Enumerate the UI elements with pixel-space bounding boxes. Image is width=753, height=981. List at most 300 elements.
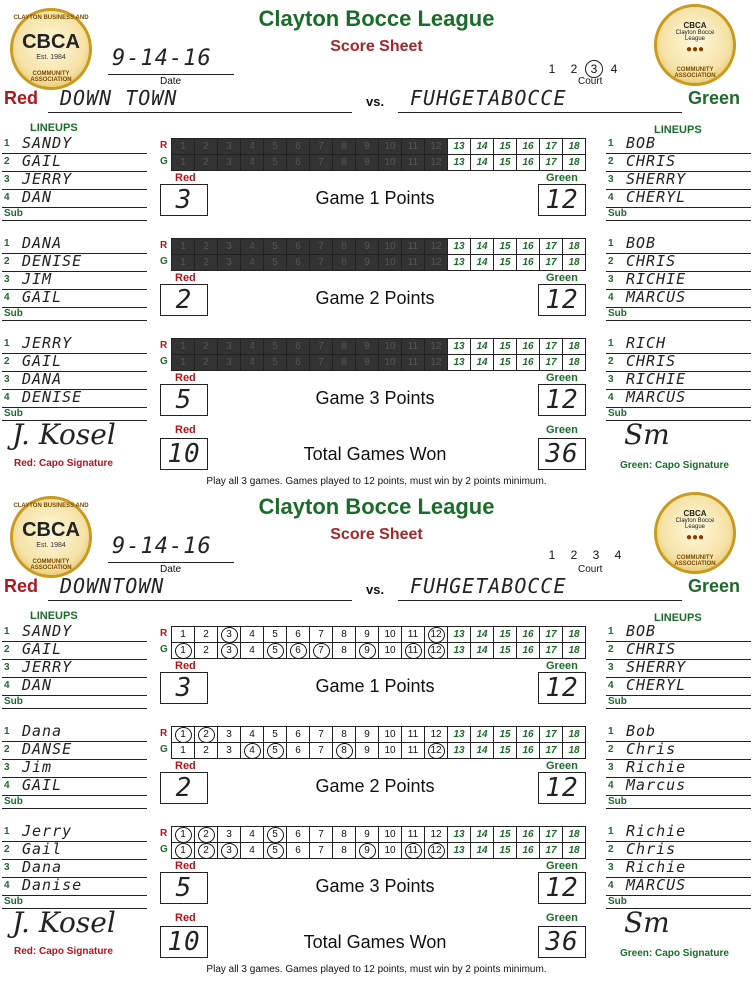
point-cell[interactable]: 12 — [424, 354, 448, 371]
point-cell[interactable]: 18 — [562, 338, 586, 355]
point-cell[interactable]: 9 — [355, 826, 379, 843]
point-cell[interactable]: 1 — [171, 254, 195, 271]
point-cell[interactable]: 7 — [309, 826, 333, 843]
red-capo-signature[interactable]: J. Kosel — [12, 906, 116, 939]
point-cell[interactable]: 6 — [286, 826, 310, 843]
green-player-name[interactable]: BOB — [626, 234, 657, 252]
point-cell[interactable]: 9 — [355, 238, 379, 255]
point-cell[interactable]: 3 — [217, 726, 241, 743]
green-player-name[interactable]: MARCUS — [626, 388, 687, 406]
green-player-name[interactable]: Chris — [626, 840, 677, 858]
point-cell[interactable]: 12 — [424, 254, 448, 271]
green-game-score[interactable]: 12 — [538, 184, 586, 216]
green-game-score[interactable]: 12 — [538, 284, 586, 316]
green-player-name[interactable]: RICHIE — [626, 270, 687, 288]
red-player-name[interactable]: Jerry — [22, 822, 73, 840]
point-cell[interactable]: 8 — [332, 742, 356, 759]
red-player-name[interactable]: JERRY — [22, 658, 73, 676]
point-cell[interactable]: 10 — [378, 238, 402, 255]
point-cell[interactable]: 6 — [286, 726, 310, 743]
red-player-name[interactable]: DENISE — [22, 252, 83, 270]
point-cell[interactable]: 3 — [217, 138, 241, 155]
point-cell[interactable]: 8 — [332, 338, 356, 355]
point-cell[interactable]: 12 — [424, 642, 448, 659]
point-cell[interactable]: 10 — [378, 842, 402, 859]
point-cell[interactable]: 12 — [424, 726, 448, 743]
green-player-name[interactable]: CHRIS — [626, 352, 677, 370]
point-cell[interactable]: 7 — [309, 742, 333, 759]
point-cell[interactable]: 8 — [332, 238, 356, 255]
point-cell[interactable]: 4 — [240, 642, 264, 659]
point-cell[interactable]: 4 — [240, 138, 264, 155]
point-cell[interactable]: 5 — [263, 338, 287, 355]
red-game-score[interactable]: 2 — [160, 284, 208, 316]
point-cell[interactable]: 6 — [286, 354, 310, 371]
red-player-name[interactable]: JERRY — [22, 170, 73, 188]
point-cell[interactable]: 4 — [240, 626, 264, 643]
point-cell[interactable]: 3 — [217, 354, 241, 371]
point-cell[interactable]: 2 — [194, 238, 218, 255]
game-points-label: Game 3 Points — [315, 388, 435, 408]
point-cell[interactable]: 6 — [286, 238, 310, 255]
point-cell[interactable]: 7 — [309, 626, 333, 643]
point-cell[interactable]: 3 — [217, 238, 241, 255]
green-player-name[interactable]: CHRIS — [626, 640, 677, 658]
point-cell[interactable]: 15 — [493, 842, 517, 859]
green-total-box[interactable]: 36 — [538, 926, 586, 958]
point-cell[interactable]: 12 — [424, 626, 448, 643]
point-cell[interactable]: 13 — [447, 626, 471, 643]
court-selector[interactable] — [541, 548, 629, 562]
point-cell[interactable]: 9 — [355, 354, 379, 371]
red-player-name[interactable]: GAIL — [22, 152, 63, 170]
point-cell[interactable]: 15 — [493, 138, 517, 155]
red-game-score[interactable]: 3 — [160, 672, 208, 704]
red-player-name[interactable]: GAIL — [22, 352, 63, 370]
point-cell[interactable]: 8 — [332, 154, 356, 171]
point-cell[interactable]: 14 — [470, 642, 494, 659]
point-cell[interactable]: 2 — [194, 842, 218, 859]
point-cell[interactable]: 4 — [240, 826, 264, 843]
point-cell[interactable]: 16 — [516, 726, 540, 743]
point-cell[interactable]: 7 — [309, 842, 333, 859]
point-cell[interactable]: 2 — [194, 742, 218, 759]
point-cell[interactable]: 16 — [516, 238, 540, 255]
point-cell[interactable]: 13 — [447, 726, 471, 743]
court-option-2[interactable]: 2 — [570, 548, 578, 562]
point-cell[interactable]: 6 — [286, 842, 310, 859]
point-cell[interactable]: 9 — [355, 154, 379, 171]
point-cell[interactable]: 3 — [217, 642, 241, 659]
red-game-score[interactable]: 2 — [160, 772, 208, 804]
point-cell[interactable]: 11 — [401, 154, 425, 171]
point-cell[interactable]: 11 — [401, 354, 425, 371]
point-cell[interactable]: 1 — [171, 338, 195, 355]
point-cell[interactable]: 3 — [217, 826, 241, 843]
point-cell[interactable]: 11 — [401, 338, 425, 355]
point-cell[interactable]: 1 — [171, 138, 195, 155]
point-cell[interactable]: 10 — [378, 338, 402, 355]
point-cell[interactable]: 5 — [263, 138, 287, 155]
green-player-name[interactable]: Chris — [626, 740, 677, 758]
red-player-name[interactable]: GAIL — [22, 288, 63, 306]
point-cell[interactable]: 15 — [493, 626, 517, 643]
point-cell[interactable]: 4 — [240, 354, 264, 371]
point-cell[interactable]: 5 — [263, 154, 287, 171]
point-cell[interactable]: 3 — [217, 742, 241, 759]
point-cell[interactable]: 11 — [401, 238, 425, 255]
point-cell[interactable]: 9 — [355, 742, 379, 759]
point-cell[interactable]: 11 — [401, 842, 425, 859]
point-cell[interactable]: 17 — [539, 726, 563, 743]
red-player-name[interactable]: Gail — [22, 840, 63, 858]
red-player-name[interactable]: JERRY — [22, 334, 73, 352]
point-cell[interactable]: 13 — [447, 354, 471, 371]
green-capo-signature[interactable]: Sm — [624, 418, 670, 451]
red-player-name[interactable]: JIM — [22, 270, 53, 288]
point-cell[interactable]: 16 — [516, 338, 540, 355]
point-cell[interactable]: 16 — [516, 842, 540, 859]
point-cell[interactable]: 7 — [309, 726, 333, 743]
red-player-name[interactable]: DANSE — [22, 740, 73, 758]
green-player-name[interactable]: Richie — [626, 858, 687, 876]
green-game-score[interactable]: 12 — [538, 384, 586, 416]
green-player-name[interactable]: BOB — [626, 134, 657, 152]
point-cell[interactable]: 16 — [516, 354, 540, 371]
point-cell[interactable]: 13 — [447, 254, 471, 271]
point-cell[interactable]: 5 — [263, 726, 287, 743]
point-cell[interactable]: 3 — [217, 626, 241, 643]
point-cell[interactable]: 6 — [286, 154, 310, 171]
point-cell[interactable]: 16 — [516, 154, 540, 171]
point-cell[interactable]: 8 — [332, 354, 356, 371]
point-cell[interactable]: 13 — [447, 338, 471, 355]
green-player-name[interactable]: CHERYL — [626, 676, 687, 694]
point-cell[interactable]: 17 — [539, 238, 563, 255]
point-cell[interactable]: 11 — [401, 626, 425, 643]
point-cell[interactable]: 2 — [194, 254, 218, 271]
point-cell[interactable]: 10 — [378, 742, 402, 759]
point-cell[interactable]: 1 — [171, 826, 195, 843]
point-cell[interactable]: 10 — [378, 254, 402, 271]
point-cell[interactable]: 9 — [355, 642, 379, 659]
point-cell[interactable]: 9 — [355, 254, 379, 271]
green-total-box[interactable]: 36 — [538, 438, 586, 470]
point-cell[interactable]: 10 — [378, 154, 402, 171]
point-cell[interactable]: 1 — [171, 742, 195, 759]
point-cell[interactable]: 14 — [470, 726, 494, 743]
point-cell[interactable]: 2 — [194, 354, 218, 371]
point-cell[interactable]: 15 — [493, 338, 517, 355]
court-option-1[interactable]: 1 — [548, 62, 556, 76]
point-cell[interactable]: 18 — [562, 238, 586, 255]
point-cell[interactable]: 18 — [562, 138, 586, 155]
court-option-1[interactable]: 1 — [548, 548, 556, 562]
point-cell[interactable]: 1 — [171, 354, 195, 371]
point-cell[interactable]: 11 — [401, 254, 425, 271]
red-player-name[interactable]: DAN — [22, 188, 53, 206]
point-cell[interactable]: 18 — [562, 626, 586, 643]
point-cell[interactable]: 5 — [263, 254, 287, 271]
point-cell[interactable]: 1 — [171, 626, 195, 643]
point-cell[interactable]: 7 — [309, 338, 333, 355]
point-cell[interactable]: 15 — [493, 354, 517, 371]
point-cell[interactable]: 5 — [263, 826, 287, 843]
green-player-name[interactable]: Bob — [626, 722, 657, 740]
point-cell[interactable]: 15 — [493, 742, 517, 759]
point-cell[interactable]: 14 — [470, 842, 494, 859]
green-player-name[interactable]: SHERRY — [626, 170, 687, 188]
point-cell[interactable]: 10 — [378, 354, 402, 371]
point-cell[interactable]: 12 — [424, 742, 448, 759]
court-option-3[interactable]: 3 — [592, 548, 600, 562]
point-cell[interactable]: 12 — [424, 154, 448, 171]
green-player-name[interactable]: RICHIE — [626, 370, 687, 388]
point-cell[interactable]: 11 — [401, 726, 425, 743]
point-cell[interactable]: 2 — [194, 642, 218, 659]
point-cell[interactable]: 8 — [332, 842, 356, 859]
green-capo-signature[interactable]: Sm — [624, 906, 670, 939]
point-cell[interactable]: 8 — [332, 626, 356, 643]
point-cell[interactable]: 13 — [447, 642, 471, 659]
point-cell[interactable]: 15 — [493, 642, 517, 659]
red-player-name[interactable]: Dana — [22, 722, 63, 740]
point-cell[interactable]: 4 — [240, 254, 264, 271]
point-cell[interactable]: 16 — [516, 254, 540, 271]
red-team-name[interactable]: DOWNTOWN — [60, 574, 165, 598]
point-cell[interactable]: 1 — [171, 726, 195, 743]
point-cell[interactable]: 5 — [263, 238, 287, 255]
point-cell[interactable]: 13 — [447, 154, 471, 171]
green-player-name[interactable]: SHERRY — [626, 658, 687, 676]
point-cell[interactable]: 17 — [539, 354, 563, 371]
green-player-name[interactable]: CHRIS — [626, 252, 677, 270]
point-cell[interactable]: 14 — [470, 154, 494, 171]
green-player-name[interactable]: Richie — [626, 822, 687, 840]
point-cell[interactable]: 12 — [424, 842, 448, 859]
point-cell[interactable]: 6 — [286, 338, 310, 355]
red-player-name[interactable]: DANA — [22, 370, 63, 388]
point-cell[interactable]: 16 — [516, 742, 540, 759]
red-total-box[interactable]: 10 — [160, 926, 208, 958]
point-cell[interactable]: 13 — [447, 138, 471, 155]
point-cell[interactable]: 8 — [332, 254, 356, 271]
point-cell[interactable]: 5 — [263, 626, 287, 643]
point-cell[interactable]: 1 — [171, 842, 195, 859]
point-cell[interactable]: 16 — [516, 138, 540, 155]
red-player-name[interactable]: Danise — [22, 876, 83, 894]
point-cell[interactable]: 14 — [470, 254, 494, 271]
green-player-name[interactable]: MARCUS — [626, 876, 687, 894]
point-cell[interactable]: 13 — [447, 238, 471, 255]
red-player-name[interactable]: DAN — [22, 676, 53, 694]
point-cell[interactable]: 11 — [401, 826, 425, 843]
point-cell[interactable]: 9 — [355, 138, 379, 155]
point-cell[interactable]: 1 — [171, 154, 195, 171]
point-cell[interactable]: 17 — [539, 154, 563, 171]
point-cell[interactable]: 14 — [470, 338, 494, 355]
point-cell[interactable]: 3 — [217, 154, 241, 171]
red-team-name[interactable]: DOWN TOWN — [60, 86, 178, 110]
point-cell[interactable]: 14 — [470, 626, 494, 643]
point-cell[interactable]: 4 — [240, 238, 264, 255]
point-cell[interactable]: 15 — [493, 826, 517, 843]
point-cell[interactable]: 17 — [539, 338, 563, 355]
point-cell[interactable]: 6 — [286, 138, 310, 155]
point-cell[interactable]: 13 — [447, 826, 471, 843]
point-cell[interactable]: 9 — [355, 338, 379, 355]
point-cell[interactable]: 18 — [562, 154, 586, 171]
point-cell[interactable]: 17 — [539, 254, 563, 271]
point-cell[interactable]: 14 — [470, 138, 494, 155]
point-cell[interactable]: 18 — [562, 726, 586, 743]
point-cell[interactable]: 6 — [286, 626, 310, 643]
point-cell[interactable]: 7 — [309, 238, 333, 255]
point-cell[interactable]: 5 — [263, 354, 287, 371]
green-player-name[interactable]: BOB — [626, 622, 657, 640]
red-player-name[interactable]: DANA — [22, 234, 63, 252]
court-option-4[interactable]: 4 — [614, 548, 622, 562]
point-cell[interactable]: 6 — [286, 642, 310, 659]
point-cell[interactable]: 2 — [194, 138, 218, 155]
point-cell[interactable]: 7 — [309, 354, 333, 371]
point-cell[interactable]: 18 — [562, 642, 586, 659]
point-cell[interactable]: 2 — [194, 154, 218, 171]
point-cell[interactable]: 18 — [562, 254, 586, 271]
red-player-name[interactable]: SANDY — [22, 134, 73, 152]
point-cell[interactable]: 2 — [194, 826, 218, 843]
point-cell[interactable]: 16 — [516, 626, 540, 643]
point-cell[interactable]: 3 — [217, 254, 241, 271]
point-cell[interactable]: 2 — [194, 626, 218, 643]
red-player-name[interactable]: GAIL — [22, 776, 63, 794]
point-cell[interactable]: 11 — [401, 642, 425, 659]
court-option-3[interactable]: 3 — [585, 60, 603, 78]
point-cell[interactable]: 18 — [562, 826, 586, 843]
point-cell[interactable]: 2 — [194, 338, 218, 355]
point-cell[interactable]: 14 — [470, 742, 494, 759]
red-capo-signature[interactable]: J. Kosel — [12, 418, 116, 451]
red-game-score[interactable]: 5 — [160, 872, 208, 904]
green-player-name[interactable]: Marcus — [626, 776, 687, 794]
point-cell[interactable]: 11 — [401, 742, 425, 759]
point-cell[interactable]: 9 — [355, 726, 379, 743]
point-cell[interactable]: 15 — [493, 238, 517, 255]
point-cell[interactable]: 3 — [217, 338, 241, 355]
point-cell[interactable]: 8 — [332, 138, 356, 155]
point-cell[interactable]: 4 — [240, 154, 264, 171]
point-cell[interactable]: 6 — [286, 742, 310, 759]
point-cell[interactable]: 1 — [171, 238, 195, 255]
point-cell[interactable]: 5 — [263, 842, 287, 859]
point-cell[interactable]: 9 — [355, 842, 379, 859]
point-cell[interactable]: 17 — [539, 742, 563, 759]
red-game-score[interactable]: 5 — [160, 384, 208, 416]
red-player-name[interactable]: SANDY — [22, 622, 73, 640]
point-cell[interactable]: 9 — [355, 626, 379, 643]
point-cell[interactable]: 7 — [309, 154, 333, 171]
point-cell[interactable]: 2 — [194, 726, 218, 743]
point-cell[interactable]: 12 — [424, 138, 448, 155]
green-player-name[interactable]: Richie — [626, 758, 687, 776]
point-cell[interactable]: 13 — [447, 842, 471, 859]
point-cell[interactable]: 14 — [470, 354, 494, 371]
point-cell[interactable]: 6 — [286, 254, 310, 271]
green-game-score[interactable]: 12 — [538, 672, 586, 704]
point-cell[interactable]: 18 — [562, 842, 586, 859]
red-game-score[interactable]: 3 — [160, 184, 208, 216]
point-cell[interactable]: 15 — [493, 726, 517, 743]
court-option-4[interactable]: 4 — [610, 62, 618, 76]
point-cell[interactable]: 4 — [240, 726, 264, 743]
point-cell[interactable]: 13 — [447, 742, 471, 759]
point-cell[interactable]: 7 — [309, 254, 333, 271]
point-cell[interactable]: 16 — [516, 826, 540, 843]
green-team-name[interactable]: FUHGETABOCCE — [410, 574, 567, 598]
point-cell[interactable]: 10 — [378, 826, 402, 843]
point-cell[interactable]: 7 — [309, 138, 333, 155]
point-cell[interactable]: 14 — [470, 238, 494, 255]
point-cell[interactable]: 16 — [516, 642, 540, 659]
point-cell[interactable]: 17 — [539, 642, 563, 659]
point-cell[interactable]: 12 — [424, 338, 448, 355]
court-option-2[interactable]: 2 — [570, 62, 578, 76]
point-cell[interactable]: 4 — [240, 338, 264, 355]
point-cell[interactable]: 8 — [332, 826, 356, 843]
red-player-name[interactable]: Dana — [22, 858, 63, 876]
point-cell[interactable]: 3 — [217, 842, 241, 859]
date-value[interactable]: 9-14-16 — [112, 534, 212, 559]
point-cell[interactable]: 14 — [470, 826, 494, 843]
point-cell[interactable]: 15 — [493, 254, 517, 271]
point-cell[interactable]: 10 — [378, 726, 402, 743]
point-cell[interactable]: 12 — [424, 238, 448, 255]
point-cell[interactable]: 8 — [332, 726, 356, 743]
point-cell[interactable]: 10 — [378, 138, 402, 155]
point-cell[interactable]: 18 — [562, 354, 586, 371]
green-player-name[interactable]: RICH — [626, 334, 667, 352]
green-game-score[interactable]: 12 — [538, 772, 586, 804]
point-cell[interactable]: 12 — [424, 826, 448, 843]
point-cell[interactable]: 4 — [240, 742, 264, 759]
green-team-name[interactable]: FUHGETABOCCE — [410, 86, 567, 110]
point-cell[interactable]: 15 — [493, 154, 517, 171]
red-player-name[interactable]: GAIL — [22, 640, 63, 658]
point-cell[interactable]: 5 — [263, 742, 287, 759]
point-cell[interactable]: 10 — [378, 626, 402, 643]
green-game-score[interactable]: 12 — [538, 872, 586, 904]
red-total-box[interactable]: 10 — [160, 438, 208, 470]
point-cell[interactable]: 5 — [263, 642, 287, 659]
date-value[interactable]: 9-14-16 — [112, 46, 212, 71]
point-cell[interactable]: 17 — [539, 138, 563, 155]
point-cell[interactable]: 8 — [332, 642, 356, 659]
point-cell[interactable]: 7 — [309, 642, 333, 659]
point-cell[interactable]: 1 — [171, 642, 195, 659]
red-player-name[interactable]: Jim — [22, 758, 53, 776]
point-cell[interactable]: 17 — [539, 826, 563, 843]
point-cell[interactable]: 4 — [240, 842, 264, 859]
green-player-name[interactable]: CHRIS — [626, 152, 677, 170]
red-player-name[interactable]: DENISE — [22, 388, 83, 406]
point-cell[interactable]: 17 — [539, 842, 563, 859]
point-cell[interactable]: 17 — [539, 626, 563, 643]
point-cell[interactable]: 10 — [378, 642, 402, 659]
green-player-name[interactable]: MARCUS — [626, 288, 687, 306]
green-player-name[interactable]: CHERYL — [626, 188, 687, 206]
point-cell[interactable]: 18 — [562, 742, 586, 759]
point-cell[interactable]: 11 — [401, 138, 425, 155]
